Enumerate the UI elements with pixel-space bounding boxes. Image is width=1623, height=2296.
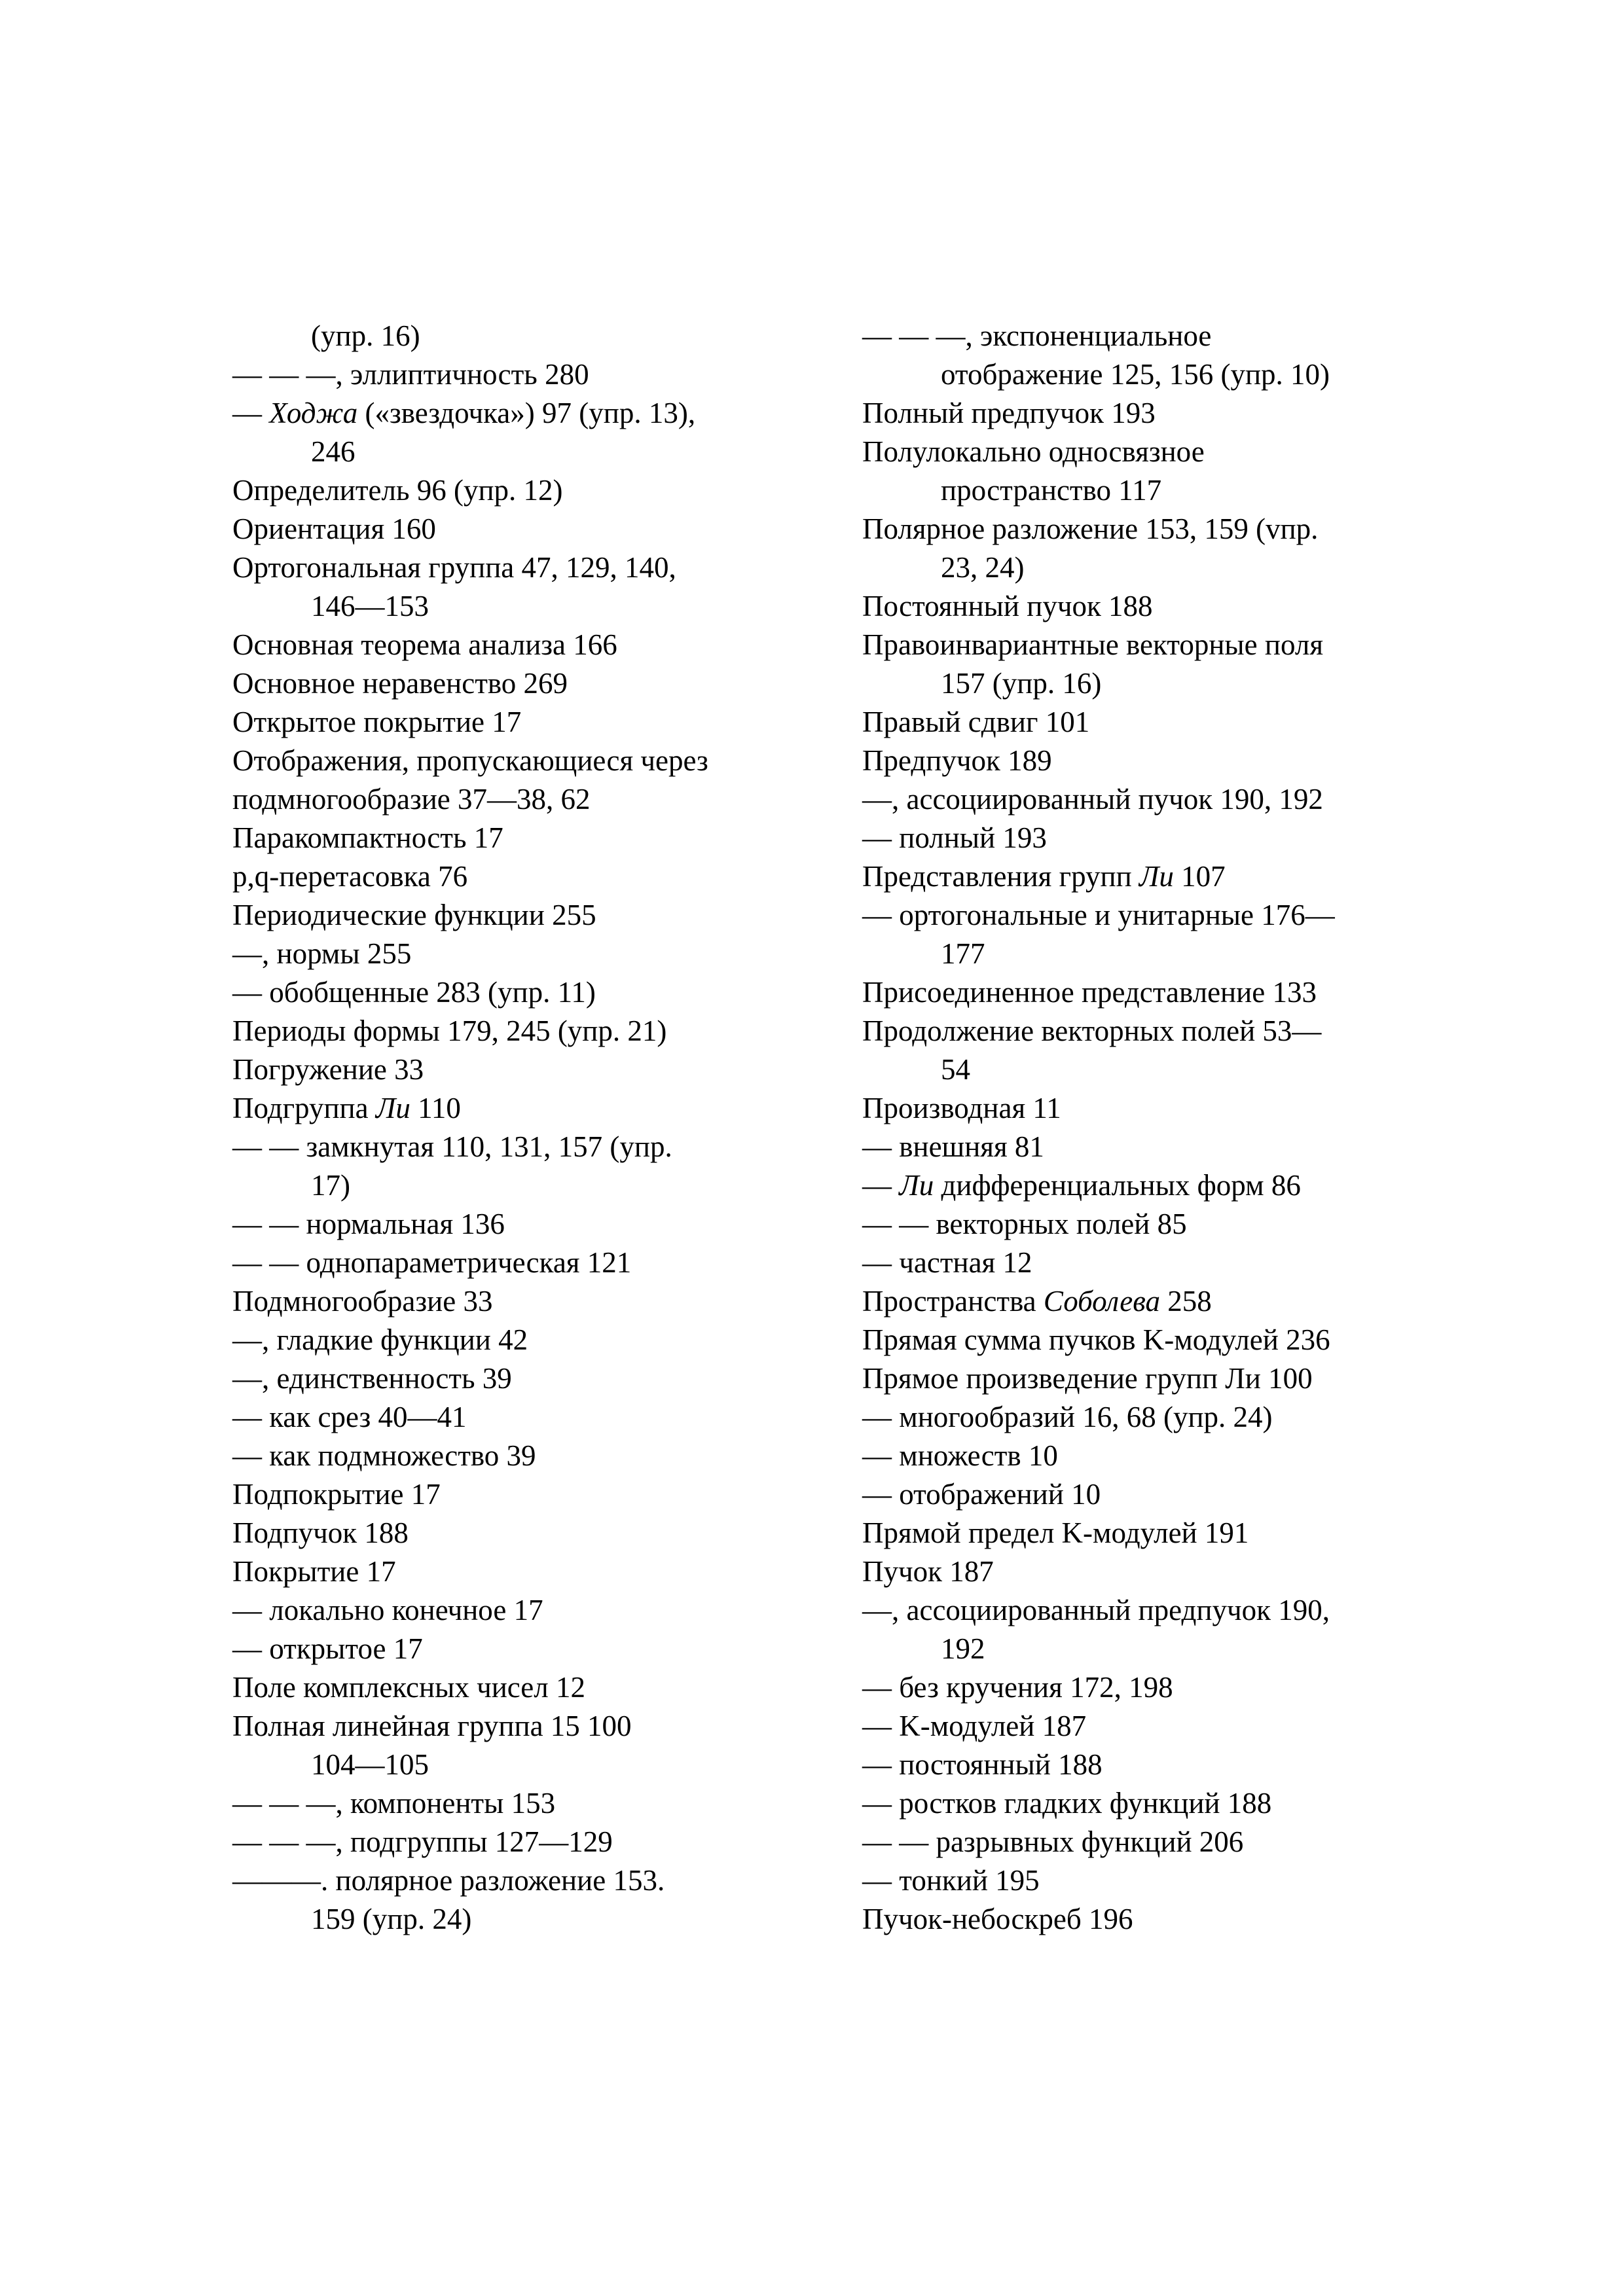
index-entry-text: Прямое произведение групп Ли 100 <box>862 1362 1313 1395</box>
index-entry-line <box>232 1012 835 1050</box>
index-entry-line <box>862 1707 1425 1746</box>
index-entry-line <box>232 1707 835 1746</box>
index-entry-line <box>862 1359 1425 1398</box>
index-entry-line <box>232 1089 835 1128</box>
index-entry-text: Паракомпактность 17 <box>232 821 503 854</box>
index-entry-text: — <box>862 1169 900 1202</box>
index-entry-italic-text: Ли <box>1139 860 1174 893</box>
index-entry-line <box>232 1282 835 1321</box>
index-entry-text: Постоянный пучок 188 <box>862 590 1153 622</box>
index-entry-line <box>232 1630 835 1668</box>
index-entry-line <box>862 587 1425 626</box>
index-entry-text: Погружение 33 <box>232 1053 424 1086</box>
index-entry-line <box>232 1437 835 1475</box>
index-entry-line <box>232 355 835 394</box>
index-entry-text: Полная линейная группа 15 100 <box>232 1710 632 1742</box>
index-entry-line <box>232 1823 835 1861</box>
index-entry-text: Пучок-небоскреб 196 <box>862 1903 1133 1935</box>
index-entry-text: —, ассоциированный пучок 190, 192 <box>862 783 1323 816</box>
index-entry-text: — как срез 40—41 <box>232 1401 467 1433</box>
index-entry-text: 177 <box>941 937 985 970</box>
index-column-right <box>862 317 1425 1939</box>
index-entry-text: 157 (упр. 16) <box>941 667 1102 700</box>
index-entry-line <box>862 1514 1425 1552</box>
index-entry-line <box>232 1128 835 1166</box>
index-entry-line <box>862 1205 1425 1244</box>
index-entry-text: — полный 193 <box>862 821 1047 854</box>
index-entry-line <box>862 317 1425 355</box>
index-entry-text: — внешняя 81 <box>862 1130 1044 1163</box>
index-entry-line <box>862 1089 1425 1128</box>
index-entry-line <box>862 1050 1425 1089</box>
index-entry-line <box>232 587 835 626</box>
index-entry-line <box>232 1668 835 1707</box>
index-entry-text: Подгруппа <box>232 1092 376 1124</box>
index-entry-text: 23, 24) <box>941 551 1025 584</box>
index-entry-text: Пучок 187 <box>862 1555 994 1588</box>
index-entry-line <box>232 471 835 510</box>
index-entry-text: — — однопараметрическая 121 <box>232 1246 632 1279</box>
index-entry-text: дифференциальных форм 86 <box>934 1169 1301 1202</box>
index-entry-line <box>862 896 1425 935</box>
index-entry-text: 17) <box>311 1169 350 1202</box>
index-entry-line <box>232 973 835 1012</box>
index-entry-line <box>232 1205 835 1244</box>
index-entry-text: Полулокально односвязное <box>862 435 1205 468</box>
index-entry-line <box>862 1128 1425 1166</box>
index-entry-text: («звездочка») 97 (упр. 13), <box>357 397 696 429</box>
index-entry-text: — как подмножество 39 <box>232 1439 536 1472</box>
index-entry-line <box>862 548 1425 587</box>
index-entry-line <box>862 471 1425 510</box>
index-entry-text: пространство 117 <box>941 474 1162 507</box>
index-entry-text: 159 (упр. 24) <box>311 1903 472 1935</box>
index-entry-line <box>232 857 835 896</box>
index-entry-text: 258 <box>1159 1285 1212 1318</box>
index-entry-text: — ростков гладких функций 188 <box>862 1787 1272 1820</box>
index-entry-text: Открытое покрытие 17 <box>232 706 522 738</box>
index-entry-line <box>232 1591 835 1630</box>
index-entry-line <box>232 548 835 587</box>
index-entry-text: —, гладкие функции 42 <box>232 1323 528 1356</box>
index-entry-line <box>232 317 835 355</box>
index-entry-line <box>232 935 835 973</box>
index-entry-line <box>232 1475 835 1514</box>
index-entry-text: — тонкий 195 <box>862 1864 1040 1897</box>
index-entry-text: 246 <box>311 435 356 468</box>
index-entry-line <box>862 1823 1425 1861</box>
index-entry-line <box>862 1746 1425 1784</box>
index-entry-text: — — —, подгруппы 127—129 <box>232 1825 613 1858</box>
index-entry-line <box>232 1552 835 1591</box>
index-entry-line <box>862 1861 1425 1900</box>
index-column-left <box>232 317 835 1939</box>
index-entry-text: Предпучок 189 <box>862 744 1052 777</box>
index-entry-line <box>232 742 835 780</box>
index-entry-text: Правоинвариантные векторные поля <box>862 628 1324 661</box>
index-entry-text: —, ассоциированный предпучок 190, <box>862 1594 1330 1626</box>
index-entry-italic-text: Ходжа <box>269 397 358 429</box>
index-entry-line <box>862 819 1425 857</box>
index-entry-text: Полный предпучок 193 <box>862 397 1156 429</box>
index-entry-text: Основная теорема анализа 166 <box>232 628 617 661</box>
index-entry-text: — локально конечное 17 <box>232 1594 543 1626</box>
index-entry-text: 107 <box>1173 860 1226 893</box>
index-entry-line <box>232 896 835 935</box>
index-entry-text: Покрытие 17 <box>232 1555 396 1588</box>
index-entry-line <box>862 935 1425 973</box>
index-entry-line <box>862 664 1425 703</box>
index-entry-text: — ортогональные и унитарные 176— <box>862 899 1335 931</box>
index-entry-text: 192 <box>941 1632 985 1665</box>
index-entry-text: 110 <box>410 1092 461 1124</box>
index-entry-line <box>862 780 1425 819</box>
index-entry-line <box>232 1050 835 1089</box>
index-entry-line <box>862 1282 1425 1321</box>
index-entry-text: Ортогональная группа 47, 129, 140, <box>232 551 676 584</box>
index-entry-line <box>862 1244 1425 1282</box>
index-entry-line <box>862 394 1425 433</box>
index-entry-text: — множеств 10 <box>862 1439 1058 1472</box>
index-entry-text: Продолжение векторных полей 53— <box>862 1014 1322 1047</box>
index-entry-line <box>232 1166 835 1205</box>
index-entry-line <box>862 433 1425 471</box>
index-entry-line <box>862 626 1425 664</box>
index-entry-text: Подмногообразие 33 <box>232 1285 493 1318</box>
index-entry-text: Прямая сумма пучков K-модулей 236 <box>862 1323 1330 1356</box>
index-entry-text: — K-модулей 187 <box>862 1710 1087 1742</box>
index-entry-text: — частная 12 <box>862 1246 1032 1279</box>
index-entry-line <box>862 1668 1425 1707</box>
index-entry-line <box>232 1746 835 1784</box>
index-entry-line <box>232 1398 835 1437</box>
index-entry-line <box>232 433 835 471</box>
index-entry-line <box>862 1475 1425 1514</box>
index-entry-text: Прямой предел K-модулей 191 <box>862 1516 1249 1549</box>
index-entry-line <box>862 510 1425 548</box>
index-entry-text: — — —, компоненты 153 <box>232 1787 556 1820</box>
index-entry-text: — — —, экспоненциальное <box>862 319 1212 352</box>
index-entry-text: Поле комплексных чисел 12 <box>232 1671 585 1704</box>
index-entry-text: — открытое 17 <box>232 1632 423 1665</box>
index-entry-line <box>862 703 1425 742</box>
index-entry-line <box>232 664 835 703</box>
index-entry-text: — отображений 10 <box>862 1478 1101 1511</box>
index-entry-line <box>232 1244 835 1282</box>
index-entry-line <box>232 626 835 664</box>
index-entry-line <box>862 857 1425 896</box>
index-entry-line <box>232 1861 835 1900</box>
index-entry-text: Периоды формы 179, 245 (упр. 21) <box>232 1014 667 1047</box>
index-entry-text: — многообразий 16, 68 (упр. 24) <box>862 1401 1273 1433</box>
index-entry-line <box>862 1784 1425 1823</box>
index-entry-line <box>862 1552 1425 1591</box>
index-entry-line <box>232 1900 835 1939</box>
index-entry-text: — постоянный 188 <box>862 1748 1103 1781</box>
index-entry-line <box>232 510 835 548</box>
index-entry-line <box>862 1398 1425 1437</box>
index-entry-line <box>232 1514 835 1552</box>
index-entry-text: 54 <box>941 1053 970 1086</box>
index-entry-text: Правый сдвиг 101 <box>862 706 1090 738</box>
index-entry-line <box>862 355 1425 394</box>
index-entry-text: — — нормальная 136 <box>232 1208 505 1240</box>
index-entry-italic-text: Соболева <box>1043 1285 1160 1318</box>
index-entry-text: Основное неравенство 269 <box>232 667 568 700</box>
index-entry-line <box>862 742 1425 780</box>
index-entry-text: — — замкнутая 110, 131, 157 (упр. <box>232 1130 672 1163</box>
index-entry-line <box>862 1166 1425 1205</box>
index-entry-text: отображение 125, 156 (упр. 10) <box>941 358 1330 391</box>
index-entry-text: —, нормы 255 <box>232 937 412 970</box>
index-entry-text: — <box>232 397 270 429</box>
index-entry-text: — — разрывных функций 206 <box>862 1825 1244 1858</box>
index-entry-text: Отображения, пропускающиеся через <box>232 744 708 777</box>
index-entry-text: Подпучок 188 <box>232 1516 409 1549</box>
index-entry-line <box>862 1630 1425 1668</box>
index-entry-text: —, единственность 39 <box>232 1362 512 1395</box>
index-entry-text: Полярное разложение 153, 159 (vпр. <box>862 512 1319 545</box>
index-entry-line <box>232 780 835 819</box>
index-entry-text: p,q-перетасовка 76 <box>232 860 468 893</box>
index-entry-line <box>232 1784 835 1823</box>
index-entry-text: (упр. 16) <box>311 319 420 352</box>
index-entry-text: — — —, эллиптичность 280 <box>232 358 589 391</box>
index-entry-line <box>862 1591 1425 1630</box>
index-entry-text: Производная 11 <box>862 1092 1061 1124</box>
index-entry-text: 104—105 <box>311 1748 429 1781</box>
index-entry-line <box>232 1359 835 1398</box>
index-entry-italic-text: Ли <box>375 1092 410 1124</box>
index-entry-line <box>232 394 835 433</box>
index-entry-text: подмногообразие 37—38, 62 <box>232 783 591 816</box>
index-entry-line <box>232 819 835 857</box>
index-entry-line <box>862 1012 1425 1050</box>
index-entry-text: 146—153 <box>311 590 429 622</box>
index-entry-text: Определитель 96 (упр. 12) <box>232 474 563 507</box>
index-entry-text: — обобщенные 283 (упр. 11) <box>232 976 596 1009</box>
index-entry-text: Присоединенное представление 133 <box>862 976 1317 1009</box>
index-entry-text: — без кручения 172, 198 <box>862 1671 1173 1704</box>
index-entry-text: Ориентация 160 <box>232 512 436 545</box>
index-entry-line <box>862 1321 1425 1359</box>
index-entry-text: ———. полярное разложение 153. <box>232 1864 665 1897</box>
index-entry-text: Представления групп <box>862 860 1139 893</box>
index-entry-text: — — векторных полей 85 <box>862 1208 1187 1240</box>
index-entry-line <box>232 1321 835 1359</box>
index-entry-line <box>232 703 835 742</box>
index-entry-line <box>862 973 1425 1012</box>
index-entry-italic-text: Ли <box>899 1169 934 1202</box>
index-entry-line <box>862 1900 1425 1939</box>
index-entry-text: Подпокрытие 17 <box>232 1478 441 1511</box>
index-entry-text: Периодические функции 255 <box>232 899 596 931</box>
index-entry-text: Пространства <box>862 1285 1044 1318</box>
index-entry-line <box>862 1437 1425 1475</box>
